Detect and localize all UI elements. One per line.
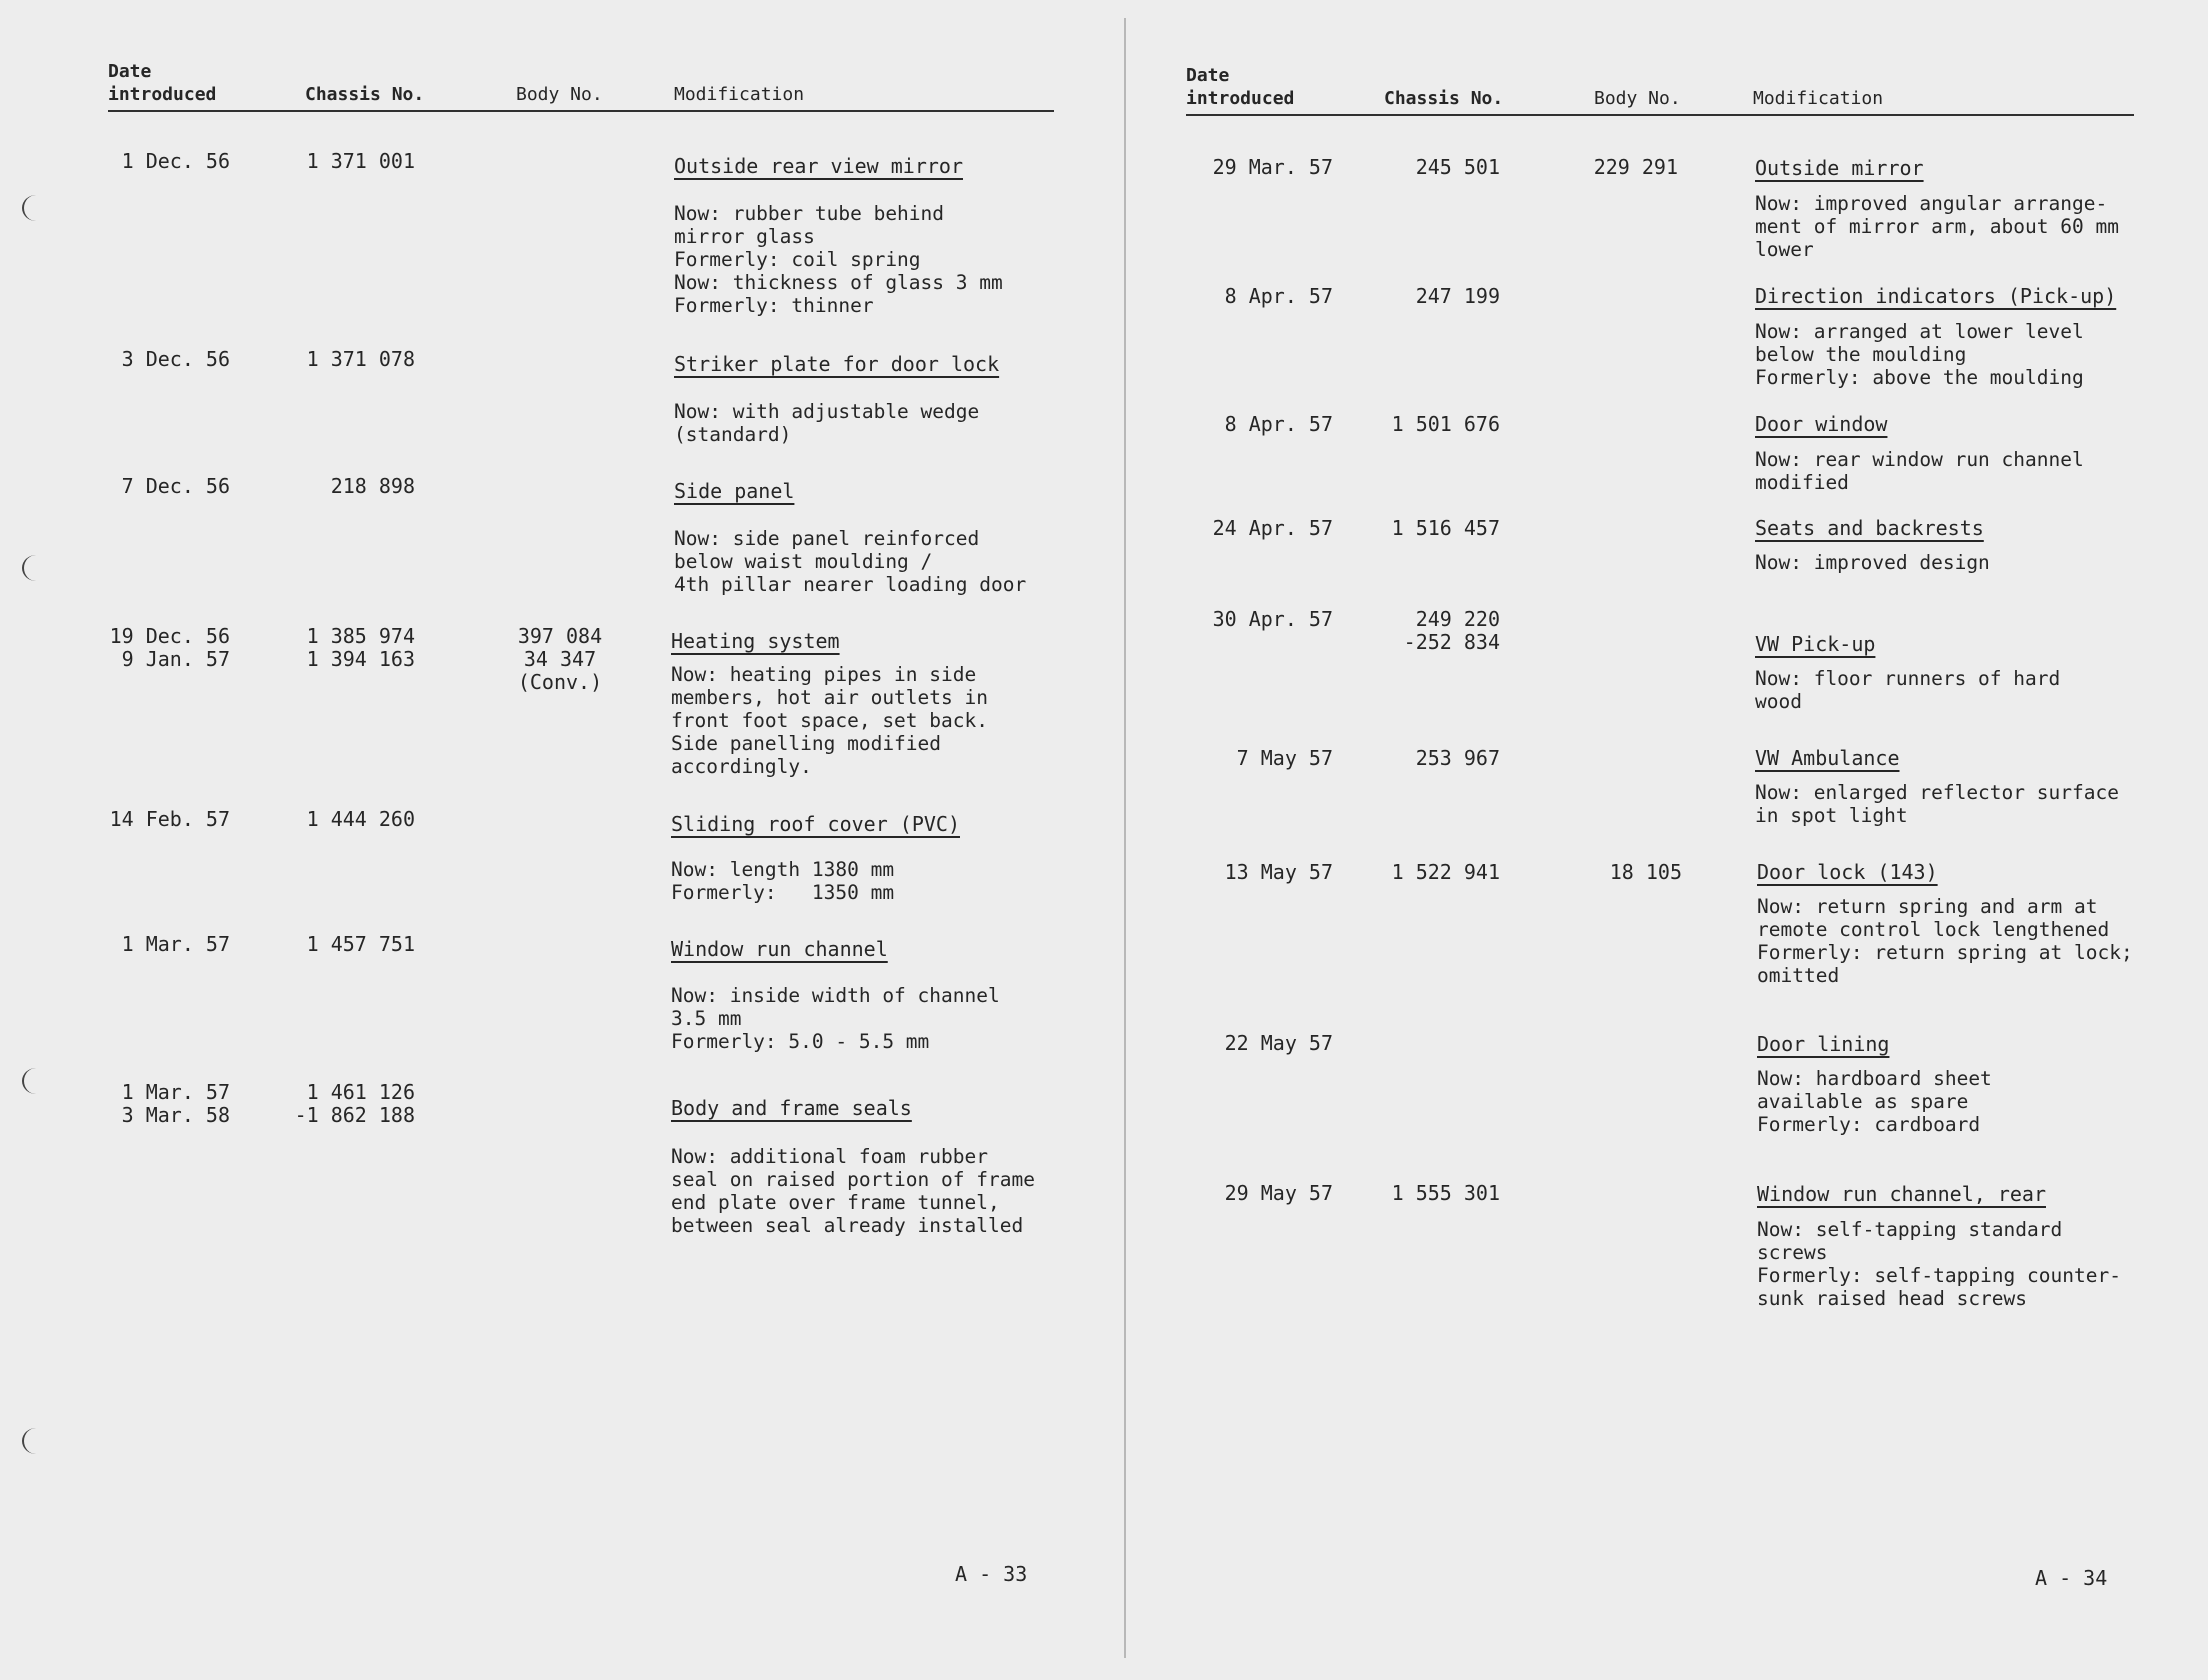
entry-title: Window run channel	[671, 937, 888, 961]
entry-description: Now: rubber tube behind mirror glass Formerly: coil spring Now: thickness of glass 3 mm Formerly: thinner	[674, 202, 1003, 317]
entry-date: 22 May 57	[1224, 1031, 1333, 1055]
entry-description: Now: hardboard sheet available as spare Formerly: cardboard	[1757, 1067, 1992, 1136]
entry-description: Now: improved design	[1755, 551, 1990, 574]
header-chassis: Chassis No.	[1384, 88, 1504, 109]
entry-description: Now: with adjustable wedge (standard)	[674, 400, 980, 446]
entry-description: Now: arranged at lower level below the moulding Formerly: above the moulding	[1755, 320, 2084, 389]
entry-title: Direction indicators (Pick-up)	[1755, 284, 2117, 308]
header-rule	[1186, 114, 2134, 116]
entry-date: 7 Dec. 56	[121, 474, 230, 498]
entry-date: 1 Mar. 57	[121, 932, 230, 956]
entry-date: 29 Mar. 57	[1212, 155, 1333, 179]
entry-date: 8 Apr. 57	[1224, 284, 1333, 308]
entry-date: 24 Apr. 57	[1212, 516, 1333, 540]
entry-chassis: 1 444 260	[306, 807, 415, 831]
entry-body: 229 291	[1593, 155, 1678, 179]
punch-hole-mark	[22, 555, 50, 581]
header-chassis: Chassis No.	[305, 84, 425, 105]
entry-chassis: 1 555 301	[1391, 1181, 1500, 1205]
entry-description: Now: length 1380 mm Formerly: 1350 mm	[671, 858, 895, 904]
entry-chassis: 245 501	[1415, 155, 1500, 179]
entry-date: 1 Mar. 57 3 Mar. 58	[121, 1080, 230, 1127]
entry-date: 7 May 57	[1236, 746, 1333, 770]
entry-date: 30 Apr. 57	[1212, 607, 1333, 631]
entry-title: Body and frame seals	[671, 1096, 912, 1120]
header-body: Body No.	[516, 84, 603, 105]
header-body: Body No.	[1594, 88, 1681, 109]
entry-chassis: 1 457 751	[306, 932, 415, 956]
punch-hole-mark	[22, 1428, 50, 1454]
entry-chassis: 249 220 -252 834	[1403, 607, 1500, 654]
entry-title: VW Ambulance	[1755, 746, 1900, 770]
entry-chassis: 1 371 001	[306, 149, 415, 173]
entry-title: Outside rear view mirror	[674, 154, 963, 178]
entry-date: 19 Dec. 56 9 Jan. 57	[109, 624, 230, 671]
entry-description: Now: floor runners of hard wood	[1755, 667, 2061, 713]
entry-date: 1 Dec. 56	[121, 149, 230, 173]
entry-description: Now: self-tapping standard screws Formerly: self-tapping counter- sunk raised head screws	[1757, 1218, 2121, 1310]
entry-chassis: 1 501 676	[1391, 412, 1500, 436]
entry-chassis: 1 516 457	[1391, 516, 1500, 540]
entry-title: Striker plate for door lock	[674, 352, 1000, 376]
entry-title: Door window	[1755, 412, 1888, 436]
entry-title: Door lining	[1757, 1032, 1890, 1056]
entry-body: 18 105	[1609, 860, 1682, 884]
entry-description: Now: inside width of channel 3.5 mm Formerly: 5.0 - 5.5 mm	[671, 984, 1000, 1053]
punch-hole-mark	[22, 195, 50, 221]
entry-description: Now: return spring and arm at remote control lock lengthened Formerly: return spring at lock; omitted	[1757, 895, 2133, 987]
punch-hole-mark	[22, 1068, 50, 1094]
entry-title: Outside mirror	[1755, 156, 1924, 180]
header-modification: Modification	[1753, 88, 1884, 109]
page-number: A - 33	[955, 1562, 1028, 1586]
header-date: Date introduced	[1186, 65, 1295, 109]
entry-date: 13 May 57	[1224, 860, 1333, 884]
entry-title: Seats and backrests	[1755, 516, 1984, 540]
header-date: Date introduced	[108, 61, 217, 105]
entry-chassis: 1 371 078	[306, 347, 415, 371]
entry-description: Now: improved angular arrange- ment of mirror arm, about 60 mm lower	[1755, 192, 2119, 261]
header-rule	[108, 110, 1054, 112]
entry-description: Now: additional foam rubber seal on raised portion of frame end plate over frame tunnel, between seal already installed	[671, 1145, 1035, 1237]
entry-body: 397 084 34 347 (Conv.)	[517, 624, 603, 694]
page-number: A - 34	[2035, 1566, 2108, 1590]
entry-description: Now: heating pipes in side members, hot air outlets in front foot space, set back. Side panelling modified accordingly.	[671, 663, 988, 778]
entry-chassis: 247 199	[1415, 284, 1500, 308]
entry-chassis: 1 385 974 1 394 163	[306, 624, 415, 671]
entry-title: Sliding roof cover (PVC)	[671, 812, 960, 836]
page-a-34	[1125, 0, 2208, 1680]
entry-chassis: 1 461 126 -1 862 188	[294, 1080, 415, 1127]
entry-chassis: 253 967	[1415, 746, 1500, 770]
entry-description: Now: enlarged reflector surface in spot light	[1755, 781, 2119, 827]
entry-chassis: 1 522 941	[1391, 860, 1500, 884]
entry-date: 14 Feb. 57	[109, 807, 230, 831]
entry-date: 3 Dec. 56	[121, 347, 230, 371]
entry-description: Now: side panel reinforced below waist moulding / 4th pillar nearer loading door	[674, 527, 1027, 596]
header-modification: Modification	[674, 84, 805, 105]
entry-title: Heating system	[671, 629, 840, 653]
entry-date: 29 May 57	[1224, 1181, 1333, 1205]
entry-chassis: 218 898	[330, 474, 415, 498]
entry-title: Side panel	[674, 479, 795, 503]
entry-date: 8 Apr. 57	[1224, 412, 1333, 436]
entry-title: Door lock (143)	[1757, 860, 1938, 884]
entry-description: Now: rear window run channel modified	[1755, 448, 2084, 494]
entry-title: VW Pick-up	[1755, 632, 1876, 656]
entry-title: Window run channel, rear	[1757, 1182, 2046, 1206]
